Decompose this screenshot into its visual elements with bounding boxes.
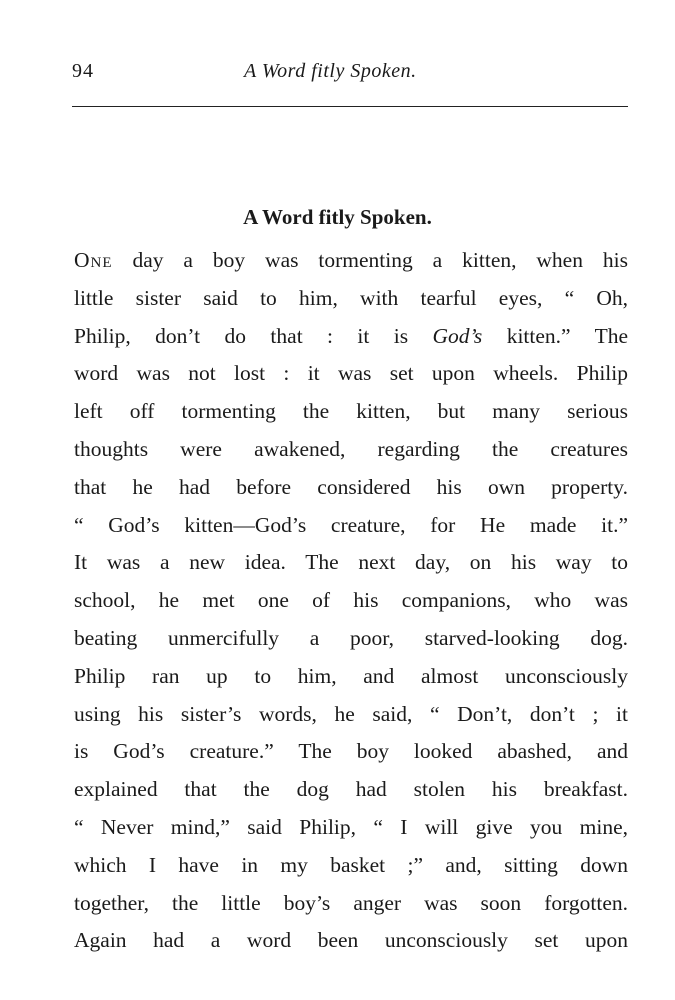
text-line: little sister said to him, with tearful eyes, “ Oh, <box>74 285 628 310</box>
text-line: “ God’s kitten—God’s creature, for He made it.” <box>74 512 628 537</box>
running-head <box>72 58 628 84</box>
page-number: 94 <box>72 60 94 82</box>
text-line: Philip ran up to him, and almost unconsciously <box>74 663 628 688</box>
italic-word: God’s <box>432 323 483 348</box>
text-line: thoughts were awakened, regarding the creatures <box>74 436 628 461</box>
small-caps-word: One <box>74 248 113 272</box>
text-line: that he had before considered his own property. <box>74 474 628 499</box>
text-line: beating unmercifully a poor, starved-looking dog. <box>74 625 628 650</box>
text-line: word was not lost : it was set upon wheels. Philip <box>74 361 628 386</box>
text-line: One day a boy was tormenting a kitten, when his <box>74 248 628 272</box>
text-line: left off tormenting the kitten, but many serious <box>74 399 628 424</box>
article-title: A Word fitly Spoken. <box>243 205 432 229</box>
text-line: school, he met one of his companions, who was <box>74 588 628 613</box>
text-line: Philip, don’t do that : it is God’s kitten.” The <box>74 323 628 348</box>
text-line: using his sister’s words, he said, “ Don’t, don’t ; it <box>74 701 628 726</box>
text-line: which I have in my basket ;” and, sitting down <box>74 852 628 877</box>
text-line: is God’s creature.” The boy looked abashed, and <box>74 739 628 764</box>
running-title: A Word fitly Spoken. <box>244 60 417 82</box>
text-line: “ Never mind,” said Philip, “ I will give you mine, <box>74 814 628 839</box>
text-line: together, the little boy’s anger was soon forgotten. <box>74 890 628 915</box>
text-line: It was a new idea. The next day, on his way to <box>74 550 628 575</box>
article-body <box>74 245 628 963</box>
text-line: explained that the dog had stolen his breakfast. <box>74 777 628 802</box>
header-rule <box>72 106 628 107</box>
text-line: Again had a word been unconsciously set upon <box>74 928 628 953</box>
